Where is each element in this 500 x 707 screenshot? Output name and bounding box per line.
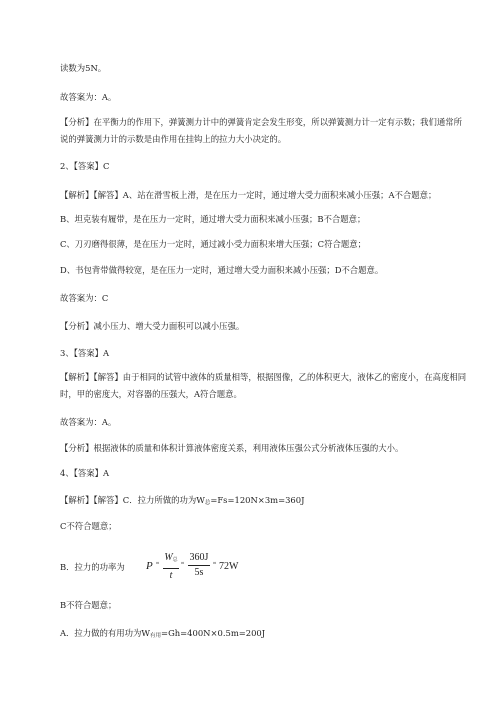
- text-line: [60, 494, 470, 509]
- analysis-paragraph: 【分析】在平衡力的作用下，弹簧测力计中的弹簧肯定会发生形变，所以弹簧测力计一定有示数；我们通常所说的弹簧测力计的示数是由作用在挂钩上的拉力大小决定的。: [60, 117, 462, 144]
- text-line: C、刀刃磨得很薄，是在压力一定时，通过减小受力面积来增大压强；C符合题意；: [60, 239, 366, 249]
- subscript: 总: [172, 558, 178, 563]
- work-symbol: W: [164, 552, 173, 563]
- answer-heading: 2、【答案】C: [60, 161, 110, 171]
- text-line: D、书包背带做得较宽，是在压力一定时，通过增大受力面积来减小压强；D不合题意。: [60, 265, 384, 275]
- fraction-bar: [163, 568, 179, 569]
- fraction-denominator: [163, 570, 179, 582]
- text-segment: =Fs=120N×3m=360J: [210, 495, 305, 505]
- text-line: 故答案为：A。: [60, 92, 117, 102]
- text-line: B不符合题意；: [60, 600, 117, 610]
- analysis-line: 【分析】根据液体的质量和体积计算液体密度关系，利用液体压强公式分析液体压强的大小。: [60, 443, 404, 453]
- formula-symbol: P: [146, 560, 153, 572]
- text-paragraph: 【解析】【解答】由于相同的试管中液体的质量相等，根据图像，乙的体积更大，液体乙的密度小，在高度相同时，甲的密度大，对容器的压强大，A符合题意。: [60, 372, 467, 399]
- power-formula: [60, 552, 360, 582]
- approx-sign: ≈: [213, 561, 217, 567]
- fraction-numerator: 360J: [189, 552, 209, 563]
- text-line: 故答案为：A。: [60, 417, 117, 427]
- approx-sign: ≈: [156, 561, 160, 567]
- formula-result: 72W: [219, 561, 239, 572]
- answer-heading: 3、【答案】A: [60, 348, 110, 358]
- answer-heading: 4、【答案】A: [60, 468, 110, 478]
- text-line: 读数为5N。: [60, 63, 107, 73]
- text-line: 故答案为：C: [60, 293, 109, 303]
- fraction-numerator: [163, 552, 179, 567]
- analysis-line: 【分析】减小压力、增大受力面积可以减小压强。: [60, 321, 245, 331]
- subscript: 总: [204, 500, 211, 506]
- formula-label: B．拉力的功率为: [60, 562, 125, 572]
- text-line: 【解析】【解答】A、站在滑雪板上滑，是在压力一定时，通过增大受力面积来减小压强；A不合题意；: [60, 190, 437, 200]
- fraction: [188, 552, 210, 579]
- time-symbol: t: [169, 570, 173, 581]
- text-segment: =Gh=400N×0.5m=200J: [161, 628, 266, 638]
- text-segment: A．拉力做的有用功为W: [60, 628, 151, 638]
- text-line: C不符合题意；: [60, 521, 117, 531]
- fraction: [163, 552, 179, 582]
- text-line: B、坦克装有履带，是在压力一定时，通过增大受力面积来减小压强；B不合题意；: [60, 214, 366, 224]
- fraction-denominator: 5s: [194, 567, 204, 578]
- subscript: 有用: [150, 633, 162, 639]
- text-segment: 【解析】【解答】C．拉力所做的功为W: [60, 495, 205, 505]
- approx-sign: ≈: [181, 561, 185, 567]
- text-line: [60, 627, 470, 642]
- fraction-bar: [188, 565, 210, 566]
